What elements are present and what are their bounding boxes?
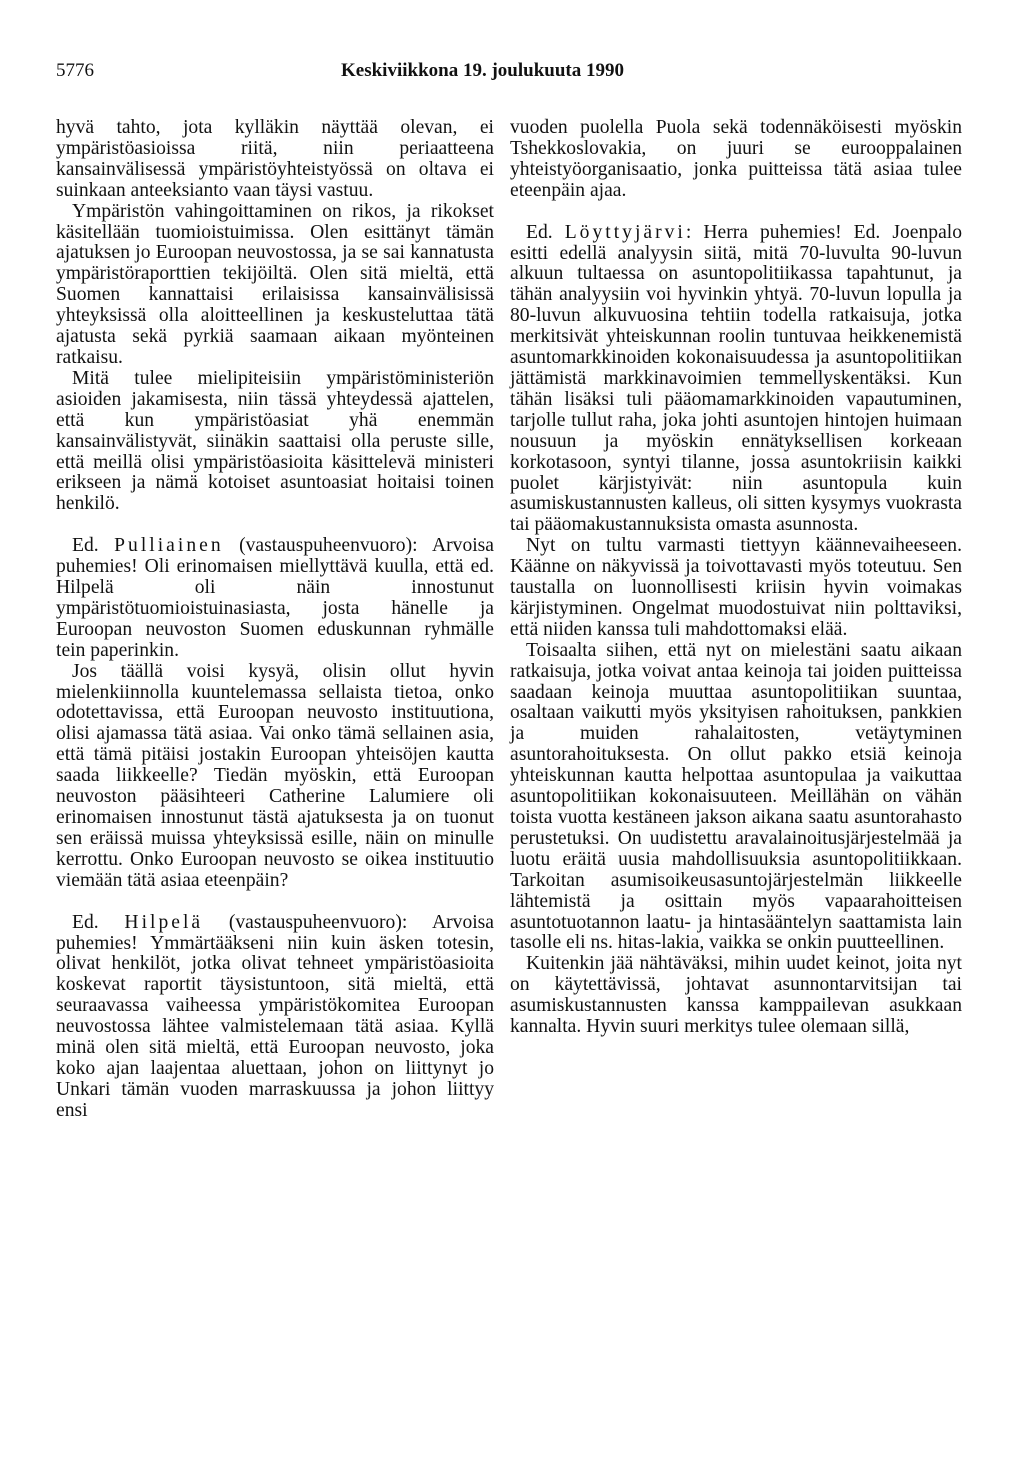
speech-hilpela (56, 913, 494, 1122)
left-column (56, 118, 494, 1122)
speech-text: : Herra puhemies! Ed. Joenpalo esitti edellä analyysin siitä, mitä 70-luvulta 90-luvun alkuun tultaessa on asuntopolitiikassa tapahtunut, ja tähän analyysiin voi hyvinkin yhtyä. 70-luvun lopulla ja 80-luvun alkuvuosina tehtiin todella ratkaisuja, jotka merkitsivät yhteiskunnan roolin tuntuvaa heikkenemistä asuntomarkkinoiden kokonaisuudessa ja asuntopolitiikan jättämistä markkinavoimien temmellyskentäksi. Kun tähän lisäksi tuli pääomamarkkinoiden vapautuminen, tarjolle tullut raha, joka johti asuntojen hintojen huimaan nousuun ja myöskin ennätyksellisen korkeaan korkotasoon, syntyi tilanne, jossa asuntokriisin kaikki puolet kärjistyivät: niin asuntopula kuin asumiskustannusten kalleus, oli sitten kysymys vuokrasta tai pääomakustannuksista omasta asunnosta. (510, 221, 962, 536)
speaker-name: Pulliainen (114, 535, 224, 557)
page-header (56, 60, 966, 86)
paragraph: Jos täällä voisi kysyä, olisin ollut hyvin mielenkiinnolla kuuntelemassa sellaista tietoa, onko odotettavissa, että Euroopan neuvosto instituutiona, olisi ajamassa tätä asiaa. Vai onko tämä sellainen asia, että tämä pitäisi jostakin Euroopan yhteisöjen kautta saada liikkeelle? Tiedän myöskin, että Euroopan neuvoston pääsihteeri Catherine Lalumiere oli erinomaisen innostunut tästä ajatuksesta ja on tuonut sen eräissä muissa yhteyksissä esille, näin on minulle kerrottu. Onko Euroopan neuvosto se oikea instituutio viemään tätä asiaa eteenpäin? (56, 660, 494, 891)
speech-text: (vastauspuheenvuoro): Arvoisa puhemies! Ymmärtääkseni niin kuin äsken totesin, olivat henkilöt, jotka olivat tehneet ympäristöasioita koskevat raportit täysistuntoon, sitä mieltä, että seuraavassa vaiheessa ympäristökomitea Euroopan neuvostossa lähtee valmistelemaan tätä asiaa. Kyllä minä olen sitä mieltä, että Euroopan neuvosto, joka koko ajan laajentaa aluettaan, johon on liittynyt jo Unkari tämän vuoden marraskuussa ja johon liittyy ensi (56, 911, 495, 1121)
speech-text: (vastauspuheenvuoro): Arvoisa puhemies! Oli erinomaisen miellyttävä kuulla, että ed. Hilpelä oli näin innostunut ympäristötuomioistuinasiasta, josta hänelle ja Euroopan neuvoston Suomen eduskunnan ryhmälle tein paperinkin. (56, 535, 495, 661)
speaker-prefix: Ed. (72, 535, 99, 557)
speaker-prefix: Ed. (72, 911, 99, 933)
paragraph: Ympäristön vahingoittaminen on rikos, ja rikokset käsitellään tuomioistuimissa. Olen esittänyt tämän ajatuksen jo Euroopan neuvostossa, ja se sai kannatusta ympäristöraporttien tekijöiltä. Olen sitä mieltä, että Suomen kannattaisi erilaisissa kansainvälisissä yhteyksissä olla aloitteellinen ja keskusteluttaa tätä ajatusta sekä pyrkiä saamaan aikaan myönteinen ratkaisu. (56, 200, 494, 368)
paragraph: Nyt on tultu varmasti tiettyyn käännevaiheeseen. Käänne on näkyvissä ja toivottavasti myös toteutuu. Sen taustalla on luonnollisesti kriisin hyvin voimakas kärjistyminen. Ongelmat muodostuivat niin polttaviksi, että niiden kanssa tuli mahdottomaksi elää. (510, 535, 962, 640)
speaker-name: Hilpelä (124, 911, 204, 933)
speech-pulliainen (56, 536, 494, 661)
speech-loyttyjarvi (510, 223, 962, 537)
paragraph: Kuitenkin jää nähtäväksi, mihin uudet keinot, joita nyt on käytettävissä, johtavat asunnontarvitsijan tai asumiskustannusten kanssa kamppailevan asukkaan kannalta. Hyvin suuri merkitys tulee olemaan sillä, (510, 953, 962, 1038)
running-head: Keskiviikkona 19. joulukuuta 1990 (341, 60, 624, 81)
paragraph: vuoden puolella Puola sekä todennäköisesti myöskin Tshekkoslovakia, on juuri se eurooppalainen yhteistyöorganisaatio, jonka puitteissa tätä asiaa tulee eteenpäin ajaa. (510, 117, 962, 201)
right-column (510, 118, 962, 1038)
speaker-name: Löyttyjärvi (564, 221, 686, 243)
paragraph: Mitä tulee mielipiteisiin ympäristöministeriön asioiden jakamisesta, niin tässä yhteydessä ajattelen, että kun ympäristöasiat yhä enemmän kansainvälistyvät, siinäkin saattaisi olla peruste sille, että meillä olisi ympäristöasioita käsittelevä ministeri erikseen ja nämä kotoiset asuntoasiat hoitaisi toinen henkilö. (56, 367, 494, 515)
page-number: 5776 (56, 60, 94, 81)
speaker-prefix: Ed. (526, 221, 553, 243)
paragraph: hyvä tahto, jota kylläkin näyttää olevan, ei ympäristöasioissa riitä, niin periaatteena kansainvälisessä ympäristöyhteistyössä on oltava ei suinkaan anteeksianto vaan täysi vastuu. (56, 117, 494, 201)
paragraph: Toisaalta siihen, että nyt on mielestäni saatu aikaan ratkaisuja, jotka voivat antaa keinoja tai joiden puitteissa saadaan keinoja muuttaa asuntopolitiikan suuntaa, osaltaan vaikutti myös yksityisen rahoituksen, pankkien ja muiden rahalaitosten, vetäytyminen asuntorahoituksesta. On ollut pakko etsiä keinoja yhteiskunnan kautta helpottaa asuntopulaa ja vaikuttaa asuntopolitiikan kokonaisuuteen. Meillähän on vähän toista vuotta kestäneen jakson aikana saatu asuntorahasto perustetuksi. On uudistettu aravalainoitusjärjestelmää ja luotu eräitä uusia mahdollisuuksia asuntopolitiikkaan. Tarkoitan asumisoikeusasuntojärjestelmän liikkeelle lähtemistä ja osittain myös vapaarahoitteisen asuntotuotannon laatu- ja hintasääntelyn saattamista lain tasolle eli ns. hitas-lakia, vaikka se onkin puutteellinen. (510, 639, 962, 954)
